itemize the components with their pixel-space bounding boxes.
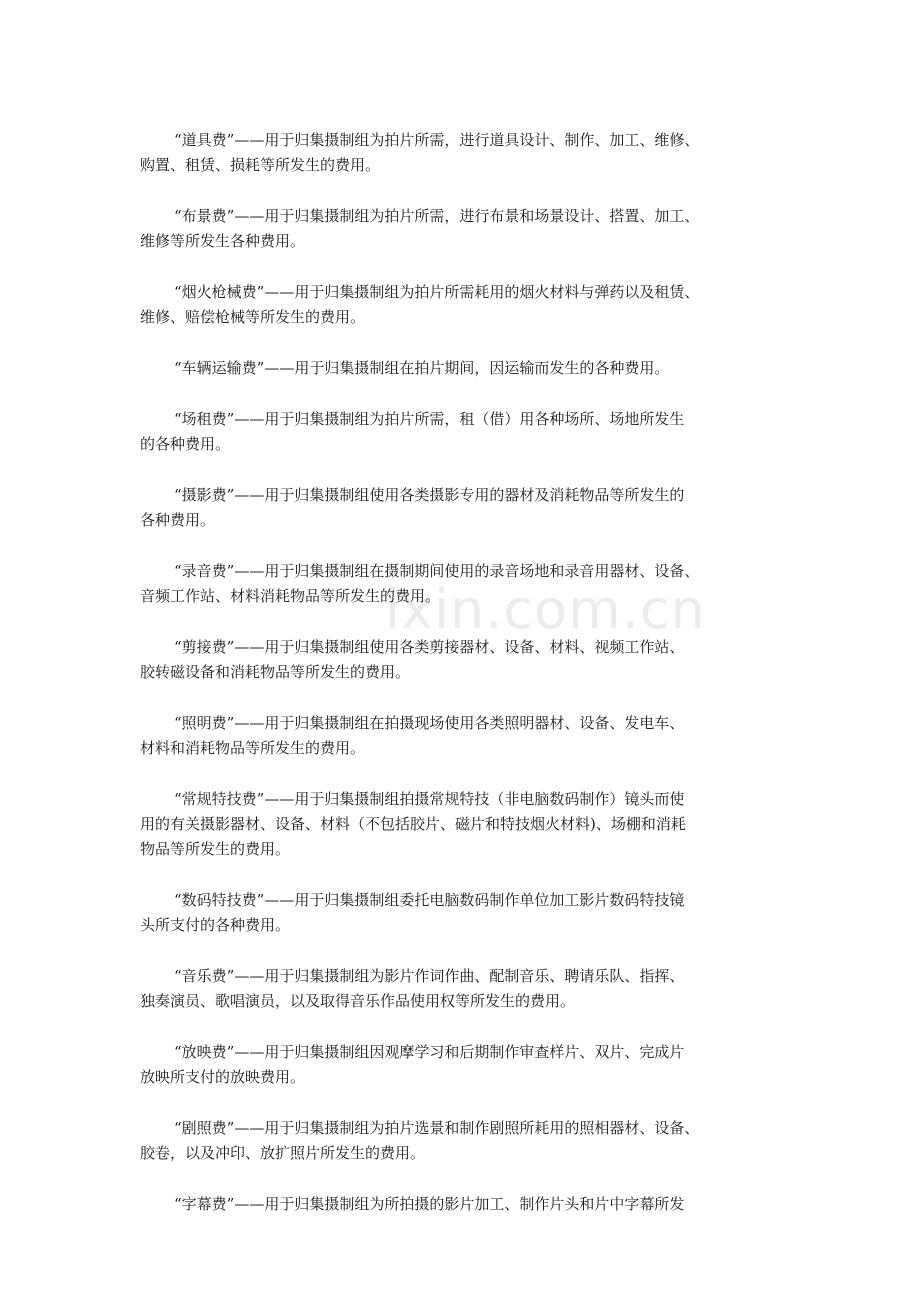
paragraph-line: 音频工作站、材料消耗物品等所发生的费用。 xyxy=(140,587,441,605)
paragraph-line: “音乐费”——用于归集摄制组为影片作词作曲、配制音乐、聘请乐队、指挥、 xyxy=(174,967,685,985)
document-body xyxy=(140,128,780,1243)
paragraph-line: 购置、租赁、损耗等所发生的费用。 xyxy=(140,156,381,174)
paragraph-line: 各种费用。 xyxy=(140,511,216,529)
paragraph-line: “照明费”——用于归集摄制组在拍摄现场使用各类照明器材、设备、发电车、 xyxy=(174,714,685,732)
paragraph-line: 头所支付的各种费用。 xyxy=(140,916,291,934)
paragraph xyxy=(140,128,780,178)
paragraph-line: “常规特技费”——用于归集摄制组拍摄常规特技（非电脑数码制作）镜头而使 xyxy=(174,790,685,808)
paragraph xyxy=(140,888,780,938)
paragraph-line: 胶卷，以及冲印、放扩照片所发生的费用。 xyxy=(140,1144,426,1162)
paragraph-line: “录音费”——用于归集摄制组在摄制期间使用的录音场地和录音用器材、设备、 xyxy=(174,562,700,580)
paragraph xyxy=(140,1192,780,1217)
paragraph-line: 胶转磁设备和消耗物品等所发生的费用。 xyxy=(140,663,411,681)
paragraph xyxy=(140,1040,780,1090)
paragraph-line: “布景费”——用于归集摄制组为拍片所需，进行布景和场景设计、搭置、加工、 xyxy=(174,207,700,225)
paragraph-line: 物品等所发生的费用。 xyxy=(140,840,291,858)
paragraph-line: “车辆运输费”——用于归集摄制组在拍片期间，因运输而发生的各种费用。 xyxy=(174,359,670,377)
paragraph xyxy=(140,964,780,1014)
paragraph xyxy=(140,559,780,609)
paragraph-line: “剪接费”——用于归集摄制组使用各类剪接器材、设备、材料、视频工作站、 xyxy=(174,638,685,656)
paragraph-line: “烟火枪械费”——用于归集摄制组为拍片所需耗用的烟火材料与弹药以及租赁、 xyxy=(174,283,700,301)
paragraph-line: “字幕费”——用于归集摄制组为所拍摄的影片加工、制作片头和片中字幕所发 xyxy=(174,1195,685,1213)
paragraph xyxy=(140,711,780,761)
paragraph-line: 材料和消耗物品等所发生的费用。 xyxy=(140,739,366,757)
paragraph xyxy=(140,407,780,457)
paragraph xyxy=(140,787,780,862)
paragraph xyxy=(140,483,780,533)
paragraph-line: 维修等所发生各种费用。 xyxy=(140,232,306,250)
paragraph-line: “剧照费”——用于归集摄制组为拍片选景和制作剧照所耗用的照相器材、设备、 xyxy=(174,1119,700,1137)
paragraph-line: 独奏演员、歌唱演员，以及取得音乐作品使用权等所发生的费用。 xyxy=(140,992,576,1010)
paragraph xyxy=(140,204,780,254)
paragraph xyxy=(140,635,780,685)
paragraph-line: 维修、赔偿枪械等所发生的费用。 xyxy=(140,308,366,326)
paragraph-line: 用的有关摄影器材、设备、材料（不包括胶片、磁片和特技烟火材料)、场棚和消耗 xyxy=(140,815,686,833)
paragraph-line: 的各种费用。 xyxy=(140,435,231,453)
paragraph-line: “数码特技费”——用于归集摄制组委托电脑数码制作单位加工影片数码特技镜 xyxy=(174,891,685,909)
paragraph-line: “放映费”——用于归集摄制组因观摩学习和后期制作审查样片、双片、完成片 xyxy=(174,1043,685,1061)
paragraph-line: “场租费”——用于归集摄制组为拍片所需，租（借）用各种场所、场地所发生 xyxy=(174,410,685,428)
paragraph xyxy=(140,1116,780,1166)
paragraph-line: “道具费”——用于归集摄制组为拍片所需，进行道具设计、制作、加工、维修、 xyxy=(174,131,700,149)
paragraph-line: “摄影费”——用于归集摄制组使用各类摄影专用的器材及消耗物品等所发生的 xyxy=(174,486,685,504)
watermark: ixin.com.cn xyxy=(385,578,706,641)
paragraph xyxy=(140,280,780,330)
paragraph xyxy=(140,356,780,381)
paragraph-line: 放映所支付的放映费用。 xyxy=(140,1068,306,1086)
